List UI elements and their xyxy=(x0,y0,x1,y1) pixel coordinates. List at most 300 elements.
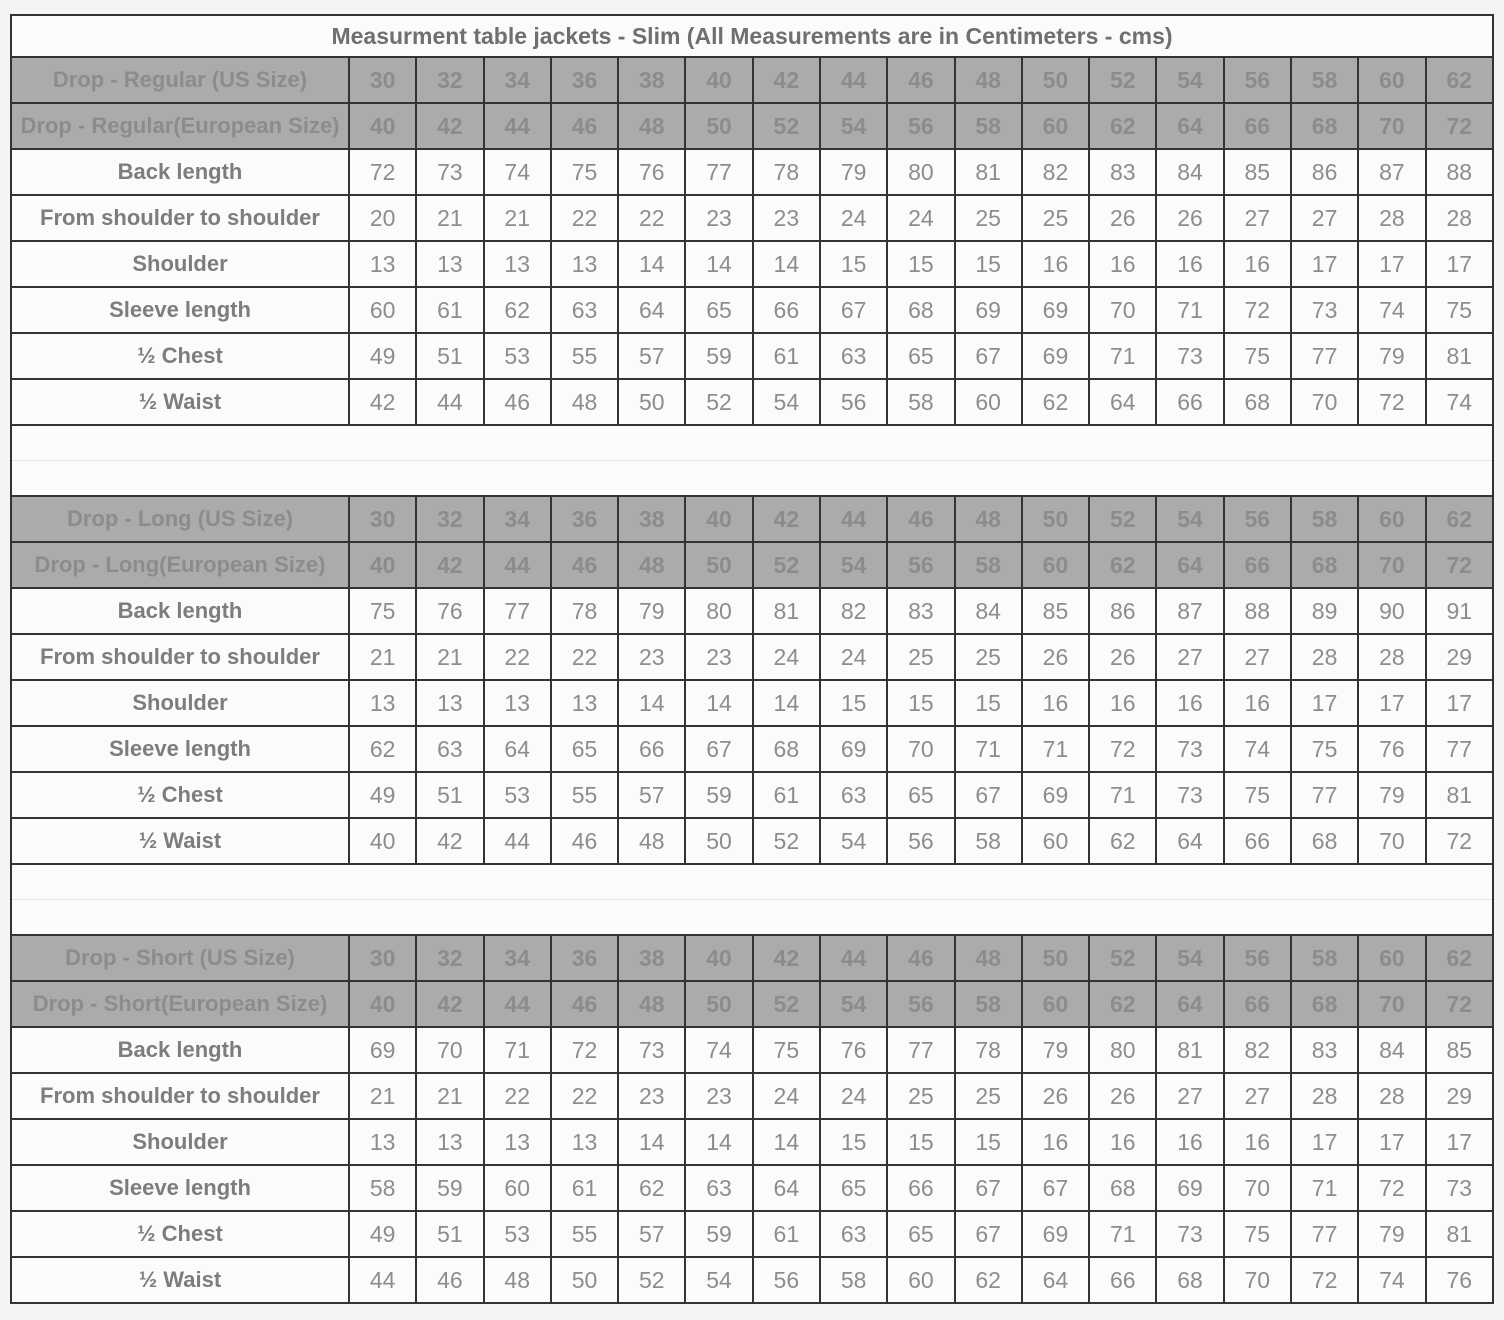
value-cell: 66 xyxy=(1089,1257,1156,1303)
size-cell: 30 xyxy=(349,57,416,103)
value-cell: 25 xyxy=(887,1073,954,1119)
value-cell: 22 xyxy=(484,634,551,680)
size-cell: 54 xyxy=(1156,496,1223,542)
value-cell: 69 xyxy=(1156,1165,1223,1211)
size-header-row-long xyxy=(11,496,1493,542)
value-cell: 27 xyxy=(1156,634,1223,680)
size-cell: 40 xyxy=(349,981,416,1027)
value-cell: 67 xyxy=(955,772,1022,818)
value-cell: 64 xyxy=(618,287,685,333)
value-cell: 23 xyxy=(618,1073,685,1119)
value-cell: 57 xyxy=(618,333,685,379)
value-cell: 63 xyxy=(820,1211,887,1257)
size-cell: 40 xyxy=(349,542,416,588)
value-cell: 16 xyxy=(1224,1119,1291,1165)
value-cell: 65 xyxy=(685,287,752,333)
value-cell: 69 xyxy=(1022,287,1089,333)
value-cell: 81 xyxy=(1156,1027,1223,1073)
row-label: ½ Waist xyxy=(11,818,349,864)
section-spacer-row xyxy=(11,900,1493,936)
size-cell: 46 xyxy=(887,57,954,103)
value-cell: 69 xyxy=(1022,1211,1089,1257)
size-cell: 62 xyxy=(1089,542,1156,588)
value-cell: 27 xyxy=(1224,195,1291,241)
value-cell: 71 xyxy=(1291,1165,1358,1211)
value-cell: 24 xyxy=(820,1073,887,1119)
size-cell: 34 xyxy=(484,935,551,981)
value-cell: 52 xyxy=(685,379,752,425)
value-cell: 15 xyxy=(887,1119,954,1165)
value-cell: 75 xyxy=(753,1027,820,1073)
value-cell: 22 xyxy=(618,195,685,241)
value-cell: 74 xyxy=(685,1027,752,1073)
value-cell: 89 xyxy=(1291,588,1358,634)
row-label: ½ Chest xyxy=(11,333,349,379)
value-cell: 13 xyxy=(416,680,483,726)
value-cell: 72 xyxy=(1358,379,1425,425)
value-cell: 65 xyxy=(887,333,954,379)
size-cell: 58 xyxy=(955,981,1022,1027)
value-cell: 56 xyxy=(753,1257,820,1303)
value-cell: 81 xyxy=(1426,333,1494,379)
value-cell: 71 xyxy=(1089,772,1156,818)
value-cell: 73 xyxy=(618,1027,685,1073)
value-cell: 17 xyxy=(1426,1119,1494,1165)
value-cell: 44 xyxy=(416,379,483,425)
value-cell: 13 xyxy=(349,680,416,726)
value-cell: 55 xyxy=(551,772,618,818)
value-cell: 75 xyxy=(349,588,416,634)
size-cell: 62 xyxy=(1089,981,1156,1027)
size-cell: 52 xyxy=(753,103,820,149)
value-cell: 67 xyxy=(820,287,887,333)
value-cell: 64 xyxy=(484,726,551,772)
value-cell: 15 xyxy=(955,241,1022,287)
value-cell: 73 xyxy=(1156,772,1223,818)
size-cell: 48 xyxy=(618,542,685,588)
value-cell: 56 xyxy=(820,379,887,425)
value-cell: 72 xyxy=(1089,726,1156,772)
value-cell: 61 xyxy=(753,333,820,379)
value-cell: 14 xyxy=(753,680,820,726)
value-cell: 86 xyxy=(1291,149,1358,195)
value-cell: 75 xyxy=(1291,726,1358,772)
table-row-long xyxy=(11,772,1493,818)
value-cell: 48 xyxy=(618,818,685,864)
value-cell: 61 xyxy=(753,772,820,818)
size-cell: 72 xyxy=(1426,981,1494,1027)
value-cell: 71 xyxy=(955,726,1022,772)
size-cell: 62 xyxy=(1426,935,1494,981)
size-cell: 48 xyxy=(618,103,685,149)
size-header-row-regular xyxy=(11,103,1493,149)
size-cell: 44 xyxy=(484,981,551,1027)
value-cell: 54 xyxy=(685,1257,752,1303)
value-cell: 63 xyxy=(820,333,887,379)
value-cell: 63 xyxy=(820,772,887,818)
value-cell: 51 xyxy=(416,772,483,818)
value-cell: 23 xyxy=(685,634,752,680)
value-cell: 73 xyxy=(1156,333,1223,379)
value-cell: 21 xyxy=(349,634,416,680)
row-label: ½ Chest xyxy=(11,772,349,818)
value-cell: 50 xyxy=(685,818,752,864)
value-cell: 14 xyxy=(618,680,685,726)
size-cell: 34 xyxy=(484,496,551,542)
size-cell: 46 xyxy=(887,496,954,542)
value-cell: 67 xyxy=(685,726,752,772)
value-cell: 65 xyxy=(887,1211,954,1257)
value-cell: 71 xyxy=(1089,333,1156,379)
value-cell: 66 xyxy=(618,726,685,772)
value-cell: 63 xyxy=(551,287,618,333)
size-cell: 62 xyxy=(1426,57,1494,103)
table-row-short xyxy=(11,1165,1493,1211)
table-row-long xyxy=(11,818,1493,864)
size-cell: 66 xyxy=(1224,103,1291,149)
value-cell: 40 xyxy=(349,818,416,864)
value-cell: 29 xyxy=(1426,1073,1494,1119)
value-cell: 13 xyxy=(484,680,551,726)
value-cell: 22 xyxy=(484,1073,551,1119)
value-cell: 48 xyxy=(551,379,618,425)
value-cell: 75 xyxy=(551,149,618,195)
value-cell: 59 xyxy=(685,772,752,818)
value-cell: 28 xyxy=(1291,634,1358,680)
value-cell: 29 xyxy=(1426,634,1494,680)
table-row-long xyxy=(11,588,1493,634)
value-cell: 81 xyxy=(955,149,1022,195)
value-cell: 72 xyxy=(1291,1257,1358,1303)
value-cell: 78 xyxy=(955,1027,1022,1073)
size-cell: 46 xyxy=(551,981,618,1027)
value-cell: 82 xyxy=(1022,149,1089,195)
value-cell: 73 xyxy=(1156,726,1223,772)
section-spacer-cell xyxy=(11,461,1493,497)
size-cell: 60 xyxy=(1022,542,1089,588)
value-cell: 52 xyxy=(618,1257,685,1303)
value-cell: 71 xyxy=(1089,1211,1156,1257)
size-cell: 36 xyxy=(551,496,618,542)
value-cell: 50 xyxy=(551,1257,618,1303)
value-cell: 16 xyxy=(1022,241,1089,287)
value-cell: 74 xyxy=(1358,1257,1425,1303)
value-cell: 26 xyxy=(1022,1073,1089,1119)
value-cell: 73 xyxy=(1291,287,1358,333)
value-cell: 23 xyxy=(753,195,820,241)
value-cell: 77 xyxy=(1426,726,1494,772)
value-cell: 58 xyxy=(955,818,1022,864)
value-cell: 14 xyxy=(753,1119,820,1165)
value-cell: 63 xyxy=(685,1165,752,1211)
row-label: Drop - Regular (US Size) xyxy=(11,57,349,103)
value-cell: 71 xyxy=(484,1027,551,1073)
row-label: Sleeve length xyxy=(11,287,349,333)
value-cell: 69 xyxy=(349,1027,416,1073)
value-cell: 16 xyxy=(1022,1119,1089,1165)
size-cell: 32 xyxy=(416,57,483,103)
value-cell: 22 xyxy=(551,1073,618,1119)
value-cell: 62 xyxy=(955,1257,1022,1303)
table-row-regular xyxy=(11,379,1493,425)
value-cell: 81 xyxy=(1426,772,1494,818)
table-row-short xyxy=(11,1073,1493,1119)
size-cell: 52 xyxy=(753,981,820,1027)
value-cell: 25 xyxy=(955,634,1022,680)
size-cell: 38 xyxy=(618,496,685,542)
value-cell: 84 xyxy=(955,588,1022,634)
size-cell: 60 xyxy=(1358,496,1425,542)
value-cell: 74 xyxy=(1358,287,1425,333)
value-cell: 17 xyxy=(1358,1119,1425,1165)
table-row-regular xyxy=(11,333,1493,379)
value-cell: 17 xyxy=(1291,680,1358,726)
size-cell: 52 xyxy=(1089,496,1156,542)
value-cell: 62 xyxy=(1022,379,1089,425)
size-cell: 54 xyxy=(820,542,887,588)
value-cell: 17 xyxy=(1358,680,1425,726)
size-cell: 54 xyxy=(820,103,887,149)
size-cell: 54 xyxy=(1156,57,1223,103)
value-cell: 75 xyxy=(1224,772,1291,818)
value-cell: 62 xyxy=(484,287,551,333)
value-cell: 66 xyxy=(1156,379,1223,425)
value-cell: 81 xyxy=(1426,1211,1494,1257)
value-cell: 60 xyxy=(349,287,416,333)
value-cell: 21 xyxy=(349,1073,416,1119)
size-cell: 72 xyxy=(1426,103,1494,149)
size-cell: 30 xyxy=(349,496,416,542)
value-cell: 21 xyxy=(484,195,551,241)
table-row-long xyxy=(11,634,1493,680)
size-cell: 56 xyxy=(887,542,954,588)
value-cell: 55 xyxy=(551,333,618,379)
value-cell: 27 xyxy=(1291,195,1358,241)
row-label: Drop - Regular(European Size) xyxy=(11,103,349,149)
value-cell: 28 xyxy=(1291,1073,1358,1119)
row-label: ½ Waist xyxy=(11,379,349,425)
value-cell: 15 xyxy=(955,1119,1022,1165)
size-cell: 50 xyxy=(1022,57,1089,103)
size-cell: 70 xyxy=(1358,542,1425,588)
size-cell: 56 xyxy=(887,981,954,1027)
value-cell: 58 xyxy=(887,379,954,425)
size-cell: 58 xyxy=(955,542,1022,588)
value-cell: 72 xyxy=(349,149,416,195)
value-cell: 77 xyxy=(1291,333,1358,379)
value-cell: 64 xyxy=(1156,818,1223,864)
value-cell: 15 xyxy=(955,680,1022,726)
value-cell: 67 xyxy=(955,333,1022,379)
size-cell: 50 xyxy=(685,103,752,149)
value-cell: 16 xyxy=(1224,680,1291,726)
row-label: Back length xyxy=(11,1027,349,1073)
row-label: From shoulder to shoulder xyxy=(11,1073,349,1119)
value-cell: 15 xyxy=(820,1119,887,1165)
value-cell: 80 xyxy=(1089,1027,1156,1073)
value-cell: 13 xyxy=(416,1119,483,1165)
value-cell: 15 xyxy=(820,241,887,287)
size-cell: 42 xyxy=(753,935,820,981)
size-cell: 62 xyxy=(1426,496,1494,542)
size-cell: 50 xyxy=(1022,935,1089,981)
size-cell: 42 xyxy=(416,981,483,1027)
value-cell: 71 xyxy=(1022,726,1089,772)
value-cell: 44 xyxy=(484,818,551,864)
value-cell: 24 xyxy=(820,195,887,241)
value-cell: 81 xyxy=(753,588,820,634)
value-cell: 77 xyxy=(887,1027,954,1073)
table-title-row xyxy=(11,15,1493,57)
value-cell: 78 xyxy=(551,588,618,634)
value-cell: 74 xyxy=(1224,726,1291,772)
size-cell: 44 xyxy=(820,496,887,542)
value-cell: 79 xyxy=(618,588,685,634)
value-cell: 13 xyxy=(551,241,618,287)
value-cell: 21 xyxy=(416,195,483,241)
value-cell: 63 xyxy=(416,726,483,772)
table-row-regular xyxy=(11,149,1493,195)
value-cell: 17 xyxy=(1426,680,1494,726)
value-cell: 76 xyxy=(820,1027,887,1073)
value-cell: 66 xyxy=(887,1165,954,1211)
value-cell: 80 xyxy=(887,149,954,195)
value-cell: 67 xyxy=(1022,1165,1089,1211)
size-cell: 70 xyxy=(1358,103,1425,149)
value-cell: 16 xyxy=(1224,241,1291,287)
value-cell: 86 xyxy=(1089,588,1156,634)
size-cell: 60 xyxy=(1358,57,1425,103)
value-cell: 72 xyxy=(1426,818,1494,864)
value-cell: 83 xyxy=(1291,1027,1358,1073)
size-cell: 64 xyxy=(1156,542,1223,588)
value-cell: 85 xyxy=(1022,588,1089,634)
value-cell: 66 xyxy=(753,287,820,333)
value-cell: 88 xyxy=(1224,588,1291,634)
value-cell: 28 xyxy=(1358,1073,1425,1119)
size-cell: 54 xyxy=(820,981,887,1027)
value-cell: 70 xyxy=(1224,1257,1291,1303)
size-cell: 54 xyxy=(1156,935,1223,981)
size-cell: 60 xyxy=(1022,103,1089,149)
value-cell: 13 xyxy=(551,1119,618,1165)
size-cell: 46 xyxy=(887,935,954,981)
size-cell: 56 xyxy=(887,103,954,149)
value-cell: 13 xyxy=(349,241,416,287)
row-label: Sleeve length xyxy=(11,1165,349,1211)
value-cell: 16 xyxy=(1156,1119,1223,1165)
value-cell: 64 xyxy=(1022,1257,1089,1303)
value-cell: 79 xyxy=(820,149,887,195)
value-cell: 82 xyxy=(820,588,887,634)
row-label: ½ Waist xyxy=(11,1257,349,1303)
value-cell: 71 xyxy=(1156,287,1223,333)
value-cell: 24 xyxy=(820,634,887,680)
value-cell: 26 xyxy=(1089,1073,1156,1119)
size-cell: 42 xyxy=(753,57,820,103)
value-cell: 68 xyxy=(1156,1257,1223,1303)
value-cell: 51 xyxy=(416,1211,483,1257)
value-cell: 14 xyxy=(618,241,685,287)
size-cell: 34 xyxy=(484,57,551,103)
value-cell: 21 xyxy=(416,634,483,680)
value-cell: 57 xyxy=(618,1211,685,1257)
value-cell: 49 xyxy=(349,333,416,379)
value-cell: 42 xyxy=(416,818,483,864)
value-cell: 64 xyxy=(753,1165,820,1211)
value-cell: 15 xyxy=(887,680,954,726)
value-cell: 85 xyxy=(1224,149,1291,195)
size-cell: 44 xyxy=(820,935,887,981)
value-cell: 68 xyxy=(1089,1165,1156,1211)
value-cell: 84 xyxy=(1156,149,1223,195)
value-cell: 26 xyxy=(1156,195,1223,241)
table-row-regular xyxy=(11,241,1493,287)
value-cell: 51 xyxy=(416,333,483,379)
value-cell: 27 xyxy=(1224,634,1291,680)
size-cell: 44 xyxy=(820,57,887,103)
value-cell: 22 xyxy=(551,634,618,680)
value-cell: 16 xyxy=(1089,1119,1156,1165)
value-cell: 25 xyxy=(955,195,1022,241)
value-cell: 56 xyxy=(887,818,954,864)
value-cell: 13 xyxy=(551,680,618,726)
measurement-table-body xyxy=(11,15,1493,1303)
value-cell: 68 xyxy=(1291,818,1358,864)
value-cell: 79 xyxy=(1022,1027,1089,1073)
size-cell: 42 xyxy=(753,496,820,542)
value-cell: 68 xyxy=(1224,379,1291,425)
value-cell: 46 xyxy=(484,379,551,425)
value-cell: 73 xyxy=(1156,1211,1223,1257)
size-cell: 50 xyxy=(685,981,752,1027)
value-cell: 65 xyxy=(551,726,618,772)
value-cell: 17 xyxy=(1358,241,1425,287)
size-cell: 68 xyxy=(1291,542,1358,588)
value-cell: 70 xyxy=(1224,1165,1291,1211)
value-cell: 65 xyxy=(887,772,954,818)
value-cell: 27 xyxy=(1156,1073,1223,1119)
value-cell: 23 xyxy=(618,634,685,680)
value-cell: 68 xyxy=(887,287,954,333)
value-cell: 24 xyxy=(753,634,820,680)
size-cell: 72 xyxy=(1426,542,1494,588)
row-label: Back length xyxy=(11,149,349,195)
size-cell: 40 xyxy=(685,935,752,981)
row-label: Shoulder xyxy=(11,680,349,726)
value-cell: 76 xyxy=(1358,726,1425,772)
value-cell: 61 xyxy=(753,1211,820,1257)
size-cell: 56 xyxy=(1224,935,1291,981)
size-cell: 40 xyxy=(685,496,752,542)
row-label: Shoulder xyxy=(11,241,349,287)
size-cell: 44 xyxy=(484,103,551,149)
section-spacer-cell xyxy=(11,425,1493,461)
value-cell: 14 xyxy=(618,1119,685,1165)
value-cell: 17 xyxy=(1291,1119,1358,1165)
table-row-long xyxy=(11,680,1493,726)
size-cell: 58 xyxy=(1291,496,1358,542)
row-label: Back length xyxy=(11,588,349,634)
value-cell: 46 xyxy=(551,818,618,864)
size-cell: 64 xyxy=(1156,103,1223,149)
value-cell: 55 xyxy=(551,1211,618,1257)
value-cell: 13 xyxy=(484,241,551,287)
value-cell: 49 xyxy=(349,1211,416,1257)
size-cell: 30 xyxy=(349,935,416,981)
size-cell: 46 xyxy=(551,542,618,588)
value-cell: 28 xyxy=(1358,634,1425,680)
